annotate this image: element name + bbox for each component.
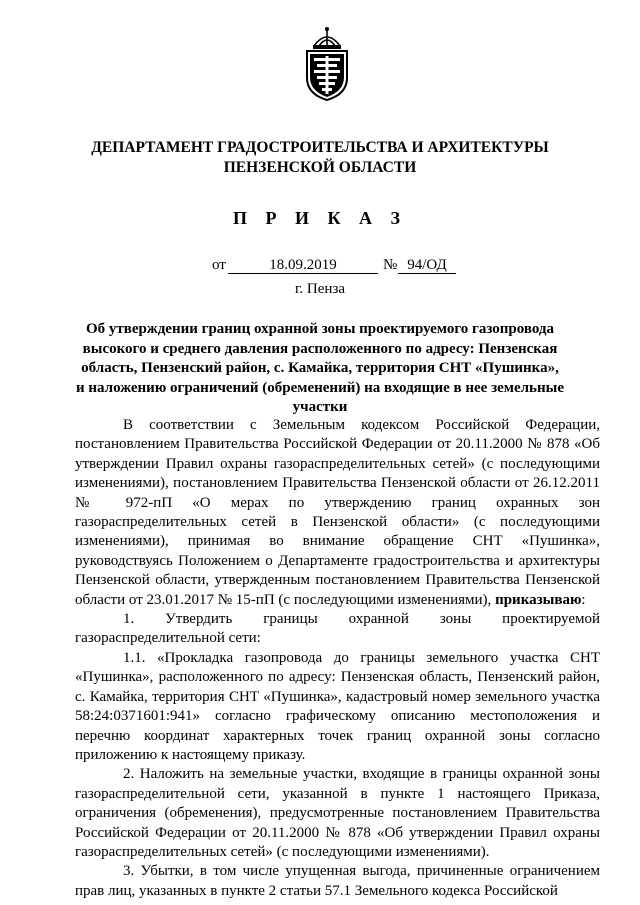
- subject-line: и наложению ограничений (обременений) на входящие в нее земельные: [75, 379, 564, 396]
- item-1: 1. Утвердить границы охранной зоны проектируемой газораспределительной сети:: [75, 611, 600, 647]
- department-name-line1: ДЕПАРТАМЕНТ ГРАДОСТРОИТЕЛЬСТВА И АРХИТЕКТУРЫ: [91, 139, 549, 156]
- number-prefix: №: [383, 257, 398, 273]
- order-word-colon: :: [581, 591, 586, 608]
- item-1-1: 1.1. «Прокладка газопровода до границы земельного участка СНТ «Пушинка», расположенного по адресу: Пензенская область, Пензенский район, с. Камайка, территория СНТ «Пушинка», кадастровый номер земельного участка 58:24:0371601:941» согласно графическому описанию местоположения и перечню координат характерных точек границ охранной зоны согласно приложению к настоящему приказу.: [75, 649, 600, 763]
- coat-of-arms-icon: [297, 26, 357, 102]
- subject-line: высокого и среднего давления расположенного по адресу: Пензенская: [82, 340, 558, 357]
- city: г. Пенза: [294, 281, 346, 297]
- order-word: приказываю: [495, 591, 582, 608]
- order-date: 18.09.2019: [228, 257, 378, 274]
- subject-line: участки: [292, 399, 348, 415]
- subject-line: Об утверждении границ охранной зоны проектируемого газопровода: [85, 321, 555, 337]
- date-prefix: от: [212, 257, 226, 273]
- department-name-line2: ПЕНЗЕНСКОЙ ОБЛАСТИ: [223, 159, 417, 176]
- item-3: 3. Убытки, в том числе упущенная выгода, причиненные ограничением прав лиц, указанных в пункте 2 статьи 57.1 Земельного кодекса Российской: [75, 863, 600, 899]
- preamble-text: В соответствии с Земельным кодексом Российской Федерации, постановлением Правительства Российской Федерации от 20.11.2000 № 878 «Об утверждении Правил охраны газораспределительных сетей» (с последующими изменениями), постановлением Правительства Пензенской области от 26.12.2011 № 972-пП «О мерах по утверждению границ охранных зон газораспределительных сетей в Пензенской области» (с последующими изменениями), принимая во внимание обращение СНТ «Пушинка», руководствуясь Положением о Департаменте градостроительства и архитектуры Пензенской области, утвержденным постановлением Правительства Пензенской области от 23.01.2017 № 15-пП (с последующими изменениями),: [75, 417, 600, 608]
- order-body: [75, 416, 600, 901]
- document-type-title: П Р И К А З: [232, 208, 408, 228]
- order-subject: [70, 320, 570, 418]
- subject-line: область, Пензенский район, с. Камайка, территория СНТ «Пушинка»,: [81, 360, 559, 376]
- item-2: 2. Наложить на земельные участки, входящие в границы охранной зоны газораспределительной сети, указанной в пункте 1 настоящего Приказа, ограничения (обременения), предусмотренные постановлением Правительства Российской Федерации от 20.11.2000 № 878 «Об утверждении Правил охраны газораспределительных сетей» (с последующими изменениями).: [75, 766, 600, 860]
- order-number: 94/ОД: [398, 257, 456, 274]
- preamble-paragraph: [75, 416, 600, 610]
